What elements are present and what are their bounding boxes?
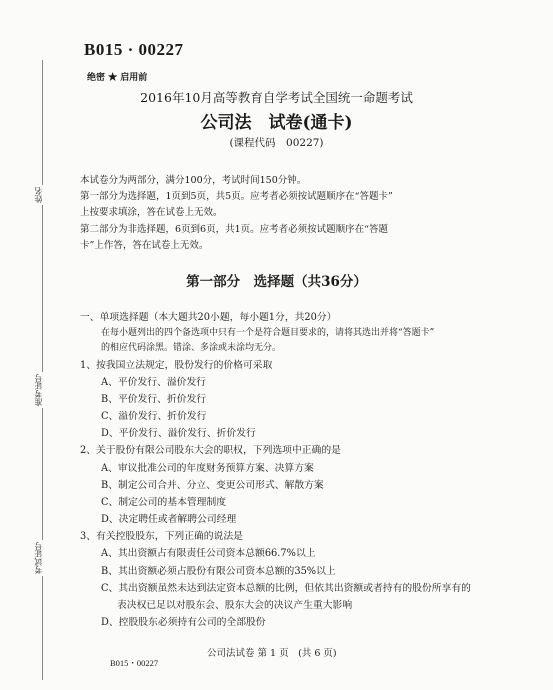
instruction-line: 本试卷分为两部分，满分100分，考试时间150分钟。 [80, 175, 307, 186]
instruction-line: 第一部分为选择题，1页到5页，共5页。应考者必须按试题顺序在“答题卡” [80, 191, 393, 202]
exam-number-label: 考试证号 [34, 542, 43, 574]
exam-title: 2016年10月高等教育自学考试全国统一命题考试 [140, 90, 413, 105]
question-stem: 2、关于股份有限公司股东大会的职权，下列选项中正确的是 [80, 445, 341, 456]
course-code: (课程代码 00227) [229, 137, 324, 149]
question-option: A、平价发行、溢价发行 [101, 377, 207, 388]
question-option: A、审议批准公司的年度财务预算方案、决算方案 [101, 463, 314, 474]
question-option: C、制定公司的基本管理制度 [101, 497, 227, 508]
page-number: 公司法试卷 第 1 页 (共 6 页) [207, 648, 337, 659]
section-note: 的相应代码涂黑。错涂、多涂或未涂均无分。 [101, 343, 282, 353]
instruction-line: 第二部分为非选择题，6页到6页，共1页。应考者必须按试题顺序在“答题 [80, 224, 388, 235]
question-option: B、平价发行、折价发行 [101, 394, 207, 405]
part-heading: 第一部分 选择题（共36分） [186, 274, 367, 290]
name-label: 姓名 [34, 187, 43, 203]
question-option: C、溢价发行、折价发行 [101, 411, 207, 422]
question-option: D、决定聘任或者解聘公司经理 [101, 514, 237, 525]
section-note: 在每小题列出的四个备选项中只有一个是符合题目要求的，请将其选出并将“答题卡” [101, 328, 435, 338]
instruction-line: 卡”上作答，答在试卷上无效。 [80, 240, 209, 251]
question-option: D、平价发行、溢价发行、折价发行 [101, 428, 256, 439]
footer-code: B015・00227 [110, 658, 159, 668]
secret-mark: 绝密 ★ 启用前 [87, 73, 148, 83]
question-option: C、其出资额虽然未达到法定资本总额的比例，但依其出资额或者持有的股份所享有的 [101, 583, 471, 594]
admission-ticket-label: 准考证号 [34, 374, 43, 406]
question-option: 表决权已足以对股东会、股东大会的决议产生重大影响 [117, 600, 353, 611]
section-title: 一、单项选择题（本大题共20小题，每小题1分，共20分） [80, 312, 337, 323]
question-option: B、制定公司合并、分立、变更公司形式、解散方案 [101, 480, 324, 491]
question-option: A、其出资额占有限责任公司资本总额66.7%以上 [101, 548, 316, 559]
question-option: B、其出资额必须占股份有限公司资本总额的35%以上 [101, 566, 336, 577]
question-stem: 1、按我国立法规定，股份发行的价格可采取 [80, 360, 273, 371]
subject-title: 公司法 试卷(通卡) [200, 113, 353, 133]
binding-line [42, 60, 43, 680]
question-stem: 3、有关控股股东，下列正确的说法是 [80, 531, 243, 542]
question-option: D、控股股东必须持有公司的全部股份 [101, 617, 266, 628]
paper-code: B015 · 00227 [84, 40, 184, 59]
instruction-line: 上按要求填涂，答在试卷上无效。 [80, 207, 223, 218]
